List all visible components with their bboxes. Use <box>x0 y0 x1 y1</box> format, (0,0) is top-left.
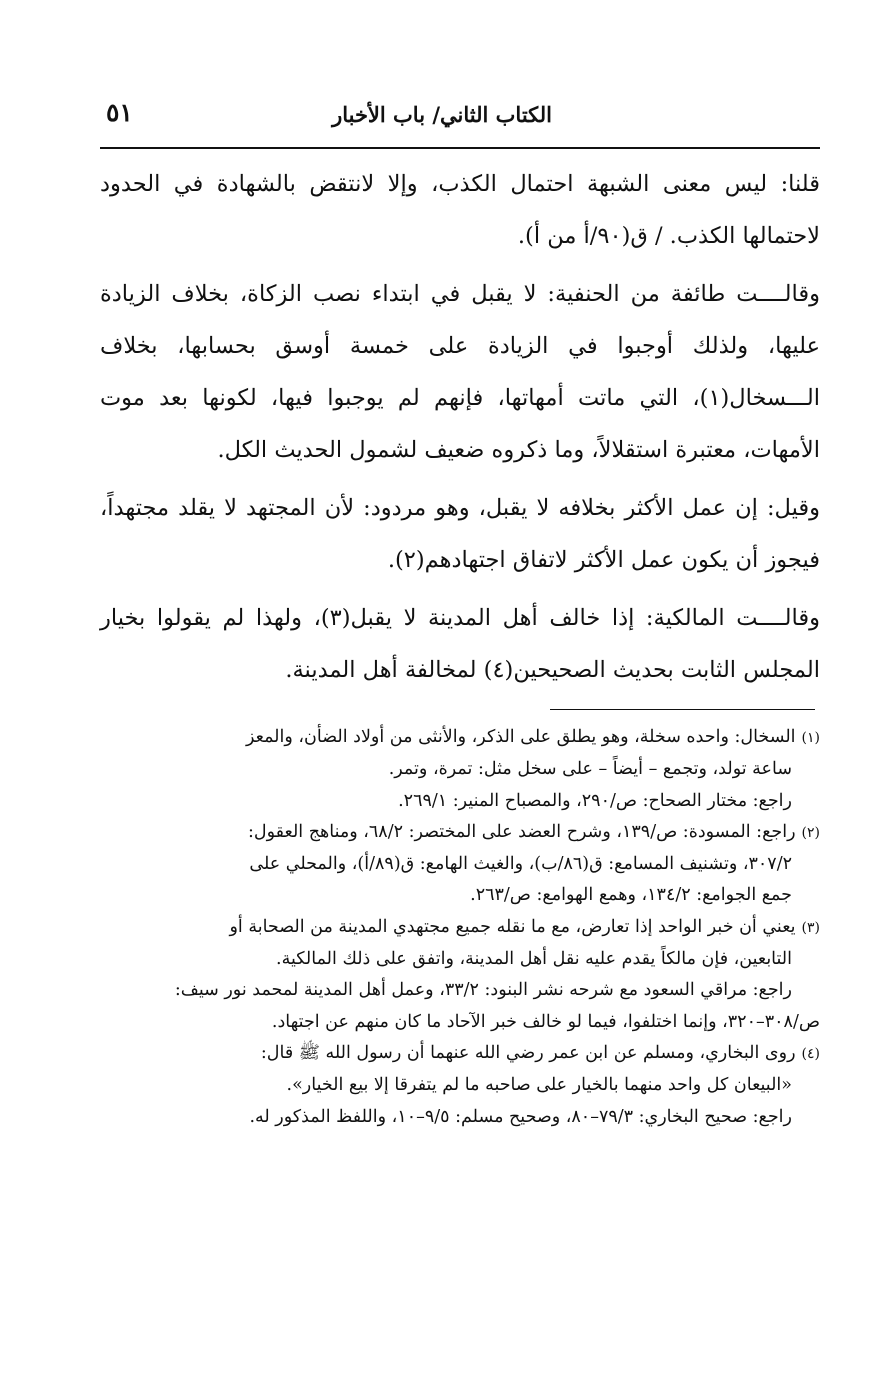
paragraph: وقيل: إن عمل الأكثر بخلافه لا يقبل، وهو مردود: لأن المجتهد لا يقلد مجتهداً، فيجوز أن يكون عمل الأكثر لاتفاق اجتهادهم(٢). <box>100 495 820 573</box>
footnote-line <box>100 817 820 849</box>
footnote-text: التابعين، فإن مالكاً يقدم عليه نقل أهل المدينة، واتفق على ذلك المالكية. <box>276 949 792 970</box>
footnote-line <box>100 1070 820 1101</box>
footnote-line <box>100 944 820 975</box>
footnote-line <box>100 786 820 817</box>
footnote-line <box>100 912 820 944</box>
page-header <box>100 96 820 140</box>
footnote-line <box>100 1007 820 1038</box>
footnote-line <box>100 880 820 911</box>
paragraph: قلنا: ليس معنى الشبهة احتمال الكذب، وإلا لانتقض بالشهادة في الحدود لاحتمالها الكذب. / ق(٩٠/أ من أ). <box>100 171 820 249</box>
footnote-text: راجع: مختار الصحاح: ص/٢٩٠، والمصباح المنير: ٢٦٩/١. <box>398 790 792 811</box>
footnote-text: روى البخاري، ومسلم عن ابن عمر رضي الله عنهما أن رسول الله ﷺ قال: <box>260 1042 796 1063</box>
footnote-text: السخال: واحده سخلة، وهو يطلق على الذكر، والأنثى من أولاد الضأن، والمعز <box>245 727 796 747</box>
footnote-line <box>100 722 820 754</box>
running-title: الكتاب الثاني/ باب الأخبار <box>332 102 552 127</box>
footnote-line <box>100 754 820 785</box>
footnote-text: «البيعان كل واحد منهما بالخيار على صاحبه ما لم يتفرقا إلا بيع الخيار». <box>286 1075 792 1096</box>
footnote-mark: (٤) <box>801 1045 820 1062</box>
footnote-mark: (١) <box>801 730 820 746</box>
footnote-text: يعني أن خبر الواحد إذا تعارض، مع ما نقله جميع مجتهدي المدينة من الصحابة أو <box>229 916 796 937</box>
footnotes <box>100 722 820 1133</box>
footnote-text: راجع: مراقي السعود مع شرحه نشر البنود: ٣٣/٢، وعمل أهل المدينة لمحمد نور سيف: <box>174 980 792 1001</box>
page-number: ٥١ <box>106 98 133 127</box>
header-rule <box>100 147 820 149</box>
main-text <box>100 158 820 702</box>
footnote-line <box>100 849 820 880</box>
footnote-line <box>100 1038 820 1070</box>
footnote-text: راجع: صحيح البخاري: ٧٩/٣–٨٠، وصحيح مسلم: ٩/٥–١٠، واللفظ المذكور له. <box>249 1106 792 1127</box>
footnote-line <box>100 975 820 1006</box>
footnote-text: ساعة تولد، وتجمع – أيضاً – على سخل مثل: تمرة، وتمر. <box>388 759 792 780</box>
footnote-separator <box>550 709 815 710</box>
footnote-mark: (٢) <box>801 824 820 841</box>
footnote-text: راجع: المسودة: ص/١٣٩، وشرح العضد على المختصر: ٦٨/٢، ومناهج العقول: <box>248 821 796 842</box>
footnote-line <box>100 1102 820 1133</box>
footnote-text: ٣٠٧/٢، وتشنيف المسامع: ق(٨٦/ب)، والغيث الهامع: ق(٨٩/أ)، والمحلي على <box>249 854 792 875</box>
footnote-mark: (٣) <box>801 919 820 936</box>
paragraph: وقالــــت المالكية: إذا خالف أهل المدينة لا يقبل(٣)، ولهذا لم يقولوا بخيار المجلس الثابت بحديث الصحيحين(٤) لمخالفة أهل المدينة. <box>100 605 820 683</box>
paragraph: وقالــــت طائفة من الحنفية: لا يقبل في ابتداء نصب الزكاة، بخلاف الزيادة عليها، ولذلك أوجبوا في الزيادة على خمسة أوسق بحسابها، بخلاف الـــسخال(١)، التي ماتت أمهاتها، فإنهم لم يوجبوا فيها، لكونها بعد موت الأمهات، معتبرة استقلالاً، وما ذكروه ضعيف لشمول الحديث الكل. <box>100 281 820 463</box>
footnote-text: جمع الجوامع: ١٣٤/٢، وهمع الهوامع: ص/٢٦٣. <box>470 885 792 906</box>
footnote-text: ص/٣٠٨–٣٢٠، وإنما اختلفوا، فيما لو خالف خبر الآحاد ما كان منهم عن اجتهاد. <box>271 1011 820 1032</box>
